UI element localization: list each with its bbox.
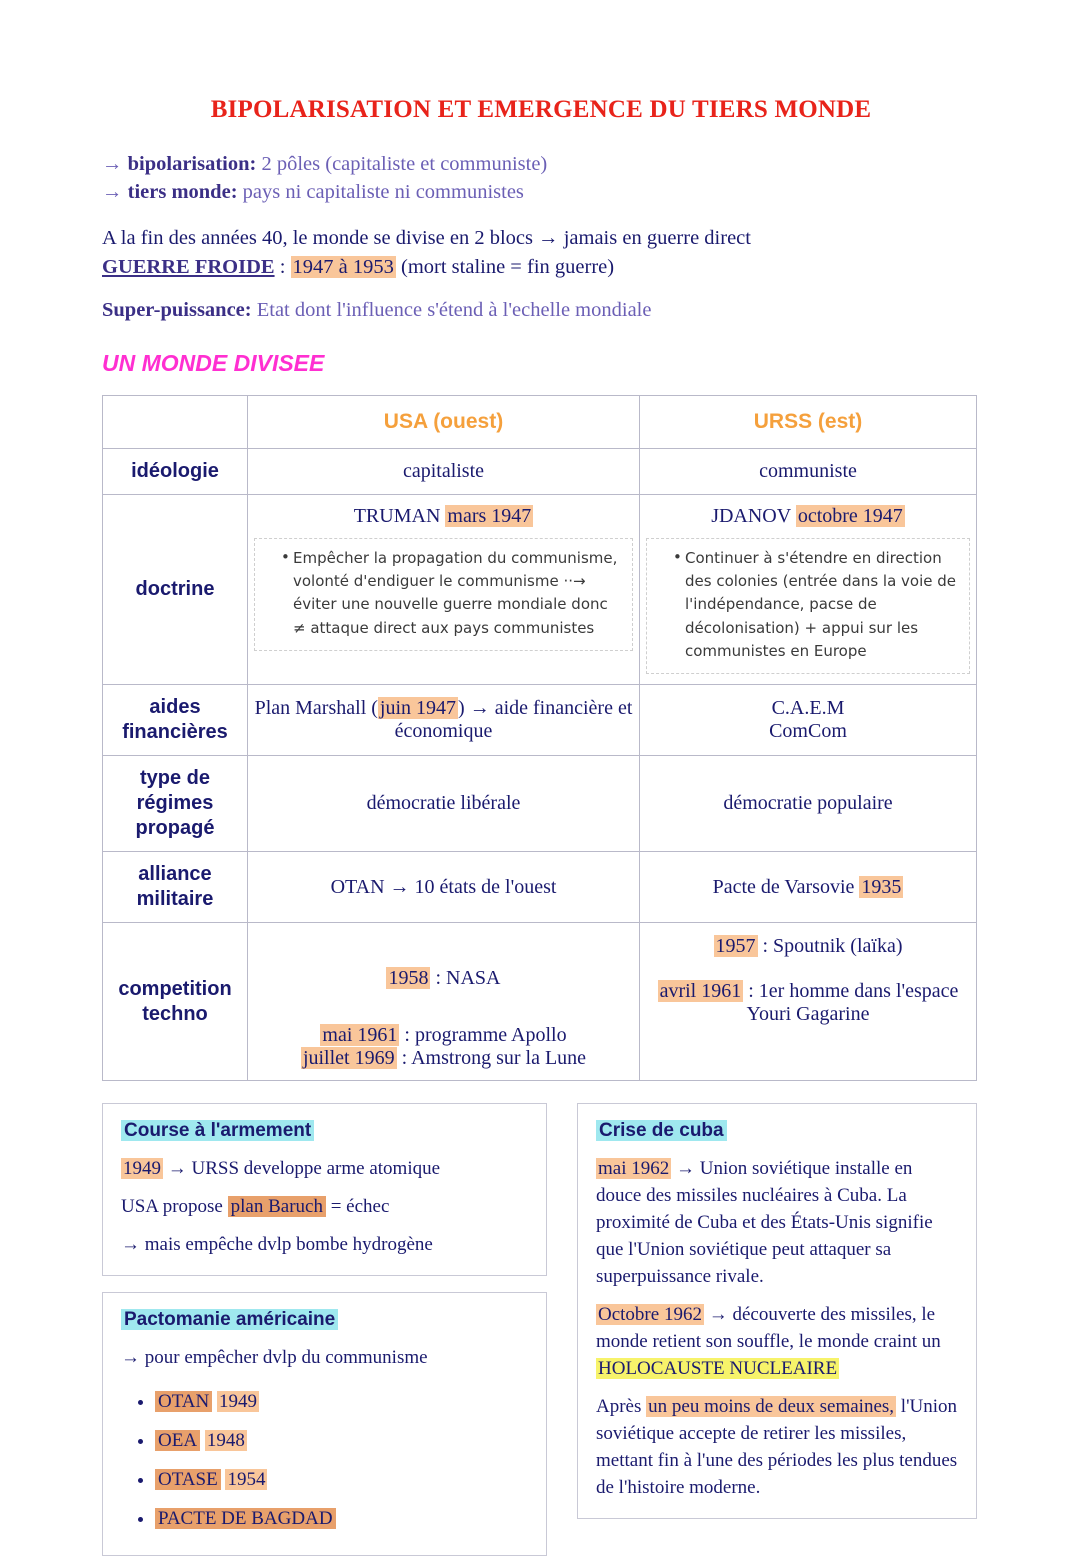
table-row	[103, 923, 977, 1081]
list-item	[155, 1461, 528, 1500]
techno-urss-date-2: avril 1961	[659, 980, 742, 1003]
cuba-text-1: → Union soviétique installe en douce des missiles nucléaires à Cuba. La proximité de Cuba et des États-Unis signifie que l'Union soviétique peut attaquer sa superpuissance rivale.	[596, 1158, 933, 1287]
pact-name: OTASE	[155, 1469, 221, 1490]
cell-aides-urss	[640, 685, 977, 756]
armement-date: 1949	[123, 1158, 161, 1179]
cell-techno-usa	[248, 923, 640, 1081]
pact-name: OEA	[155, 1430, 200, 1451]
techno-usa-item-2	[254, 1024, 633, 1047]
guerre-froide-separator: :	[279, 255, 286, 278]
table-header-empty	[103, 395, 248, 448]
techno-usa-date-2: mai 1961	[322, 1024, 398, 1047]
definition-tiers-monde	[102, 178, 980, 206]
card-course-armement	[102, 1103, 547, 1276]
cell-ideologie-usa: capitaliste	[248, 448, 640, 494]
guerre-froide-note: (mort staline = fin guerre)	[401, 255, 615, 278]
superpuissance-separator: :	[244, 298, 252, 321]
definition-bipolarisation	[102, 150, 980, 178]
cell-regimes-usa: démocratie libérale	[248, 756, 640, 852]
techno-urss-date-1: 1957	[715, 935, 756, 958]
pactomanie-line-1: → pour empêcher dvlp du communisme	[121, 1346, 428, 1368]
cards-column-left	[102, 1103, 547, 1556]
row-label-techno: competition techno	[103, 923, 248, 1081]
definition-separator: :	[249, 153, 257, 175]
techno-urss-item-2	[646, 980, 970, 1026]
row-label-doctrine: doctrine	[103, 494, 248, 684]
cuba-paragraph-1	[596, 1156, 958, 1291]
definition-text: 2 pôles (capitaliste et communiste)	[261, 153, 548, 175]
table-header-urss: URSS (est)	[640, 395, 977, 448]
armement-line-2-post: = échec	[325, 1195, 390, 1217]
table-row	[103, 756, 977, 852]
cuba-text-2: → découverte des missiles, le monde retient son souffle, le monde craint un	[596, 1303, 941, 1352]
table-row	[103, 852, 977, 923]
card-title-text: Pactomanie américaine	[121, 1309, 338, 1330]
cuba-paragraph-2	[596, 1302, 958, 1383]
aides-urss-line2: ComCom	[769, 720, 847, 743]
cuba-holocauste: HOLOCAUSTE NUCLEAIRE	[598, 1357, 838, 1379]
card-title-text: Crise de cuba	[596, 1120, 727, 1141]
definition-separator: :	[230, 181, 238, 204]
armement-line-1-text: → URSS developpe arme atomique	[167, 1158, 441, 1179]
doctrine-usa-note-item: • Empêcher la propagation du communisme, volonté d'endiguer le communisme ··→ éviter une nouvelle guerre mondiale donc ≠ attaque direct aux pays communistes	[281, 547, 622, 640]
pact-year: 1949	[219, 1390, 257, 1412]
techno-usa-item-3	[254, 1047, 633, 1070]
doctrine-urss-title	[646, 505, 970, 528]
cuba-text-3-post: l'Union soviétique accepte de retirer les missiles, mettant fin à l'une des périodes les plus tendues de l'histoire moderne.	[596, 1395, 958, 1498]
pact-name: OTAN	[155, 1391, 212, 1412]
card-title	[596, 1118, 958, 1145]
intro-line: A la fin des années 40, le monde se divise en 2 blocs → jamais en guerre direct	[102, 226, 751, 249]
section-heading: UN MONDE DIVISEE	[102, 349, 325, 376]
cell-regimes-urss: démocratie populaire	[640, 756, 977, 852]
doctrine-urss-note	[646, 538, 970, 674]
pact-year: 1948	[206, 1429, 245, 1451]
techno-usa-text-3: : Amstrong sur la Lune	[401, 1047, 587, 1070]
techno-usa-item-1	[254, 967, 633, 990]
alliance-urss-date: 1935	[861, 875, 902, 898]
cuba-paragraph-3	[596, 1394, 958, 1502]
cell-doctrine-urss	[640, 494, 977, 684]
pactomanie-list	[121, 1383, 528, 1539]
row-label-alliance: alliance militaire	[103, 852, 248, 923]
techno-urss-text-1: : Spoutnik (laïka)	[762, 935, 903, 958]
table-row	[103, 494, 977, 684]
guerre-froide-line	[102, 253, 980, 282]
table-row	[103, 448, 977, 494]
card-crise-cuba	[577, 1103, 977, 1519]
doctrine-usa-date: mars 1947	[447, 504, 532, 527]
cell-doctrine-usa	[248, 494, 640, 684]
superpuissance-term: Super-puissance	[102, 298, 245, 321]
doctrine-urss-note-item: • Continuer à s'étendre en direction des colonies (entrée dans la voie de l'indépendance, pacse de décolonisation) + appui sur les communistes en Europe	[673, 547, 959, 663]
table-row	[103, 685, 977, 756]
card-title-text: Course à l'armement	[121, 1120, 314, 1141]
cuba-duree: un peu moins de deux semaines,	[648, 1395, 895, 1417]
pact-name: PACTE DE BAGDAD	[155, 1508, 336, 1529]
doctrine-urss-name: JDANOV	[711, 504, 791, 527]
row-label-aides: aides financières	[103, 685, 248, 756]
cell-techno-urss	[640, 923, 977, 1081]
table-header-usa: USA (ouest)	[248, 395, 640, 448]
techno-usa-text-1: : NASA	[435, 967, 501, 990]
techno-usa-text-2: : programme Apollo	[404, 1024, 567, 1047]
cards-area	[102, 1103, 980, 1556]
armement-line-2-pre: USA propose	[121, 1195, 228, 1217]
doctrine-usa-note	[254, 538, 633, 651]
cell-alliance-urss	[640, 852, 977, 923]
techno-urss-item-1	[646, 935, 970, 958]
list-item	[155, 1500, 528, 1539]
doctrine-usa-title	[254, 505, 633, 528]
alliance-urss-pre: Pacte de Varsovie	[712, 875, 860, 898]
aides-usa-pre: Plan Marshall (	[254, 697, 378, 720]
definition-text: pays ni capitaliste ni communistes	[242, 181, 524, 204]
aides-usa-post: ) → aide financière et économique	[394, 697, 633, 743]
card-pactomanie	[102, 1292, 547, 1556]
list-item	[155, 1383, 528, 1422]
doctrine-usa-name: TRUMAN	[353, 504, 441, 527]
definition-term: bipolarisation	[127, 153, 250, 175]
cuba-date-1: mai 1962	[598, 1158, 670, 1179]
card-title	[121, 1118, 528, 1145]
arrow-icon: →	[102, 153, 123, 175]
doctrine-urss-date: octobre 1947	[797, 504, 903, 527]
cell-ideologie-urss: communiste	[640, 448, 977, 494]
comparison-table	[102, 395, 977, 1081]
row-label-ideologie: idéologie	[103, 448, 248, 494]
row-label-regimes: type de régimes propagé	[103, 756, 248, 852]
techno-usa-date-1: 1958	[388, 967, 429, 990]
superpuissance-text: Etat dont l'influence s'étend à l'echelle mondiale	[256, 298, 652, 321]
table-header-row	[103, 395, 977, 448]
armement-plan-baruch: plan Baruch	[228, 1196, 326, 1217]
cell-alliance-usa: OTAN → 10 états de l'ouest	[248, 852, 640, 923]
guerre-froide-label: GUERRE FROIDE	[102, 255, 275, 278]
document-content	[102, 96, 980, 1556]
superpuissance-definition	[102, 299, 980, 322]
page-title: BIPOLARISATION ET EMERGENCE DU TIERS MONDE	[210, 96, 872, 123]
card-title	[121, 1307, 528, 1334]
cuba-text-3-pre: Après	[596, 1395, 647, 1417]
pact-year: 1954	[227, 1468, 266, 1490]
aides-usa-date: juin 1947	[379, 697, 457, 720]
armement-line-1	[121, 1156, 528, 1183]
techno-usa-date-3: juillet 1969	[302, 1047, 395, 1070]
guerre-froide-dates: 1947 à 1953	[292, 255, 394, 278]
definition-term: tiers monde	[127, 181, 231, 204]
cuba-date-2: Octobre 1962	[598, 1303, 702, 1325]
armement-line-3: → mais empêche dvlp bombe hydrogène	[121, 1233, 433, 1255]
aides-urss-line1: C.A.E.M	[771, 697, 845, 720]
techno-urss-text-2: : 1er homme dans l'espace Youri Gagarine	[746, 980, 959, 1026]
cell-aides-usa	[248, 685, 640, 756]
arrow-icon: →	[102, 181, 123, 204]
cards-column-right	[577, 1103, 977, 1519]
list-item	[155, 1422, 528, 1461]
armement-line-2	[121, 1194, 528, 1221]
